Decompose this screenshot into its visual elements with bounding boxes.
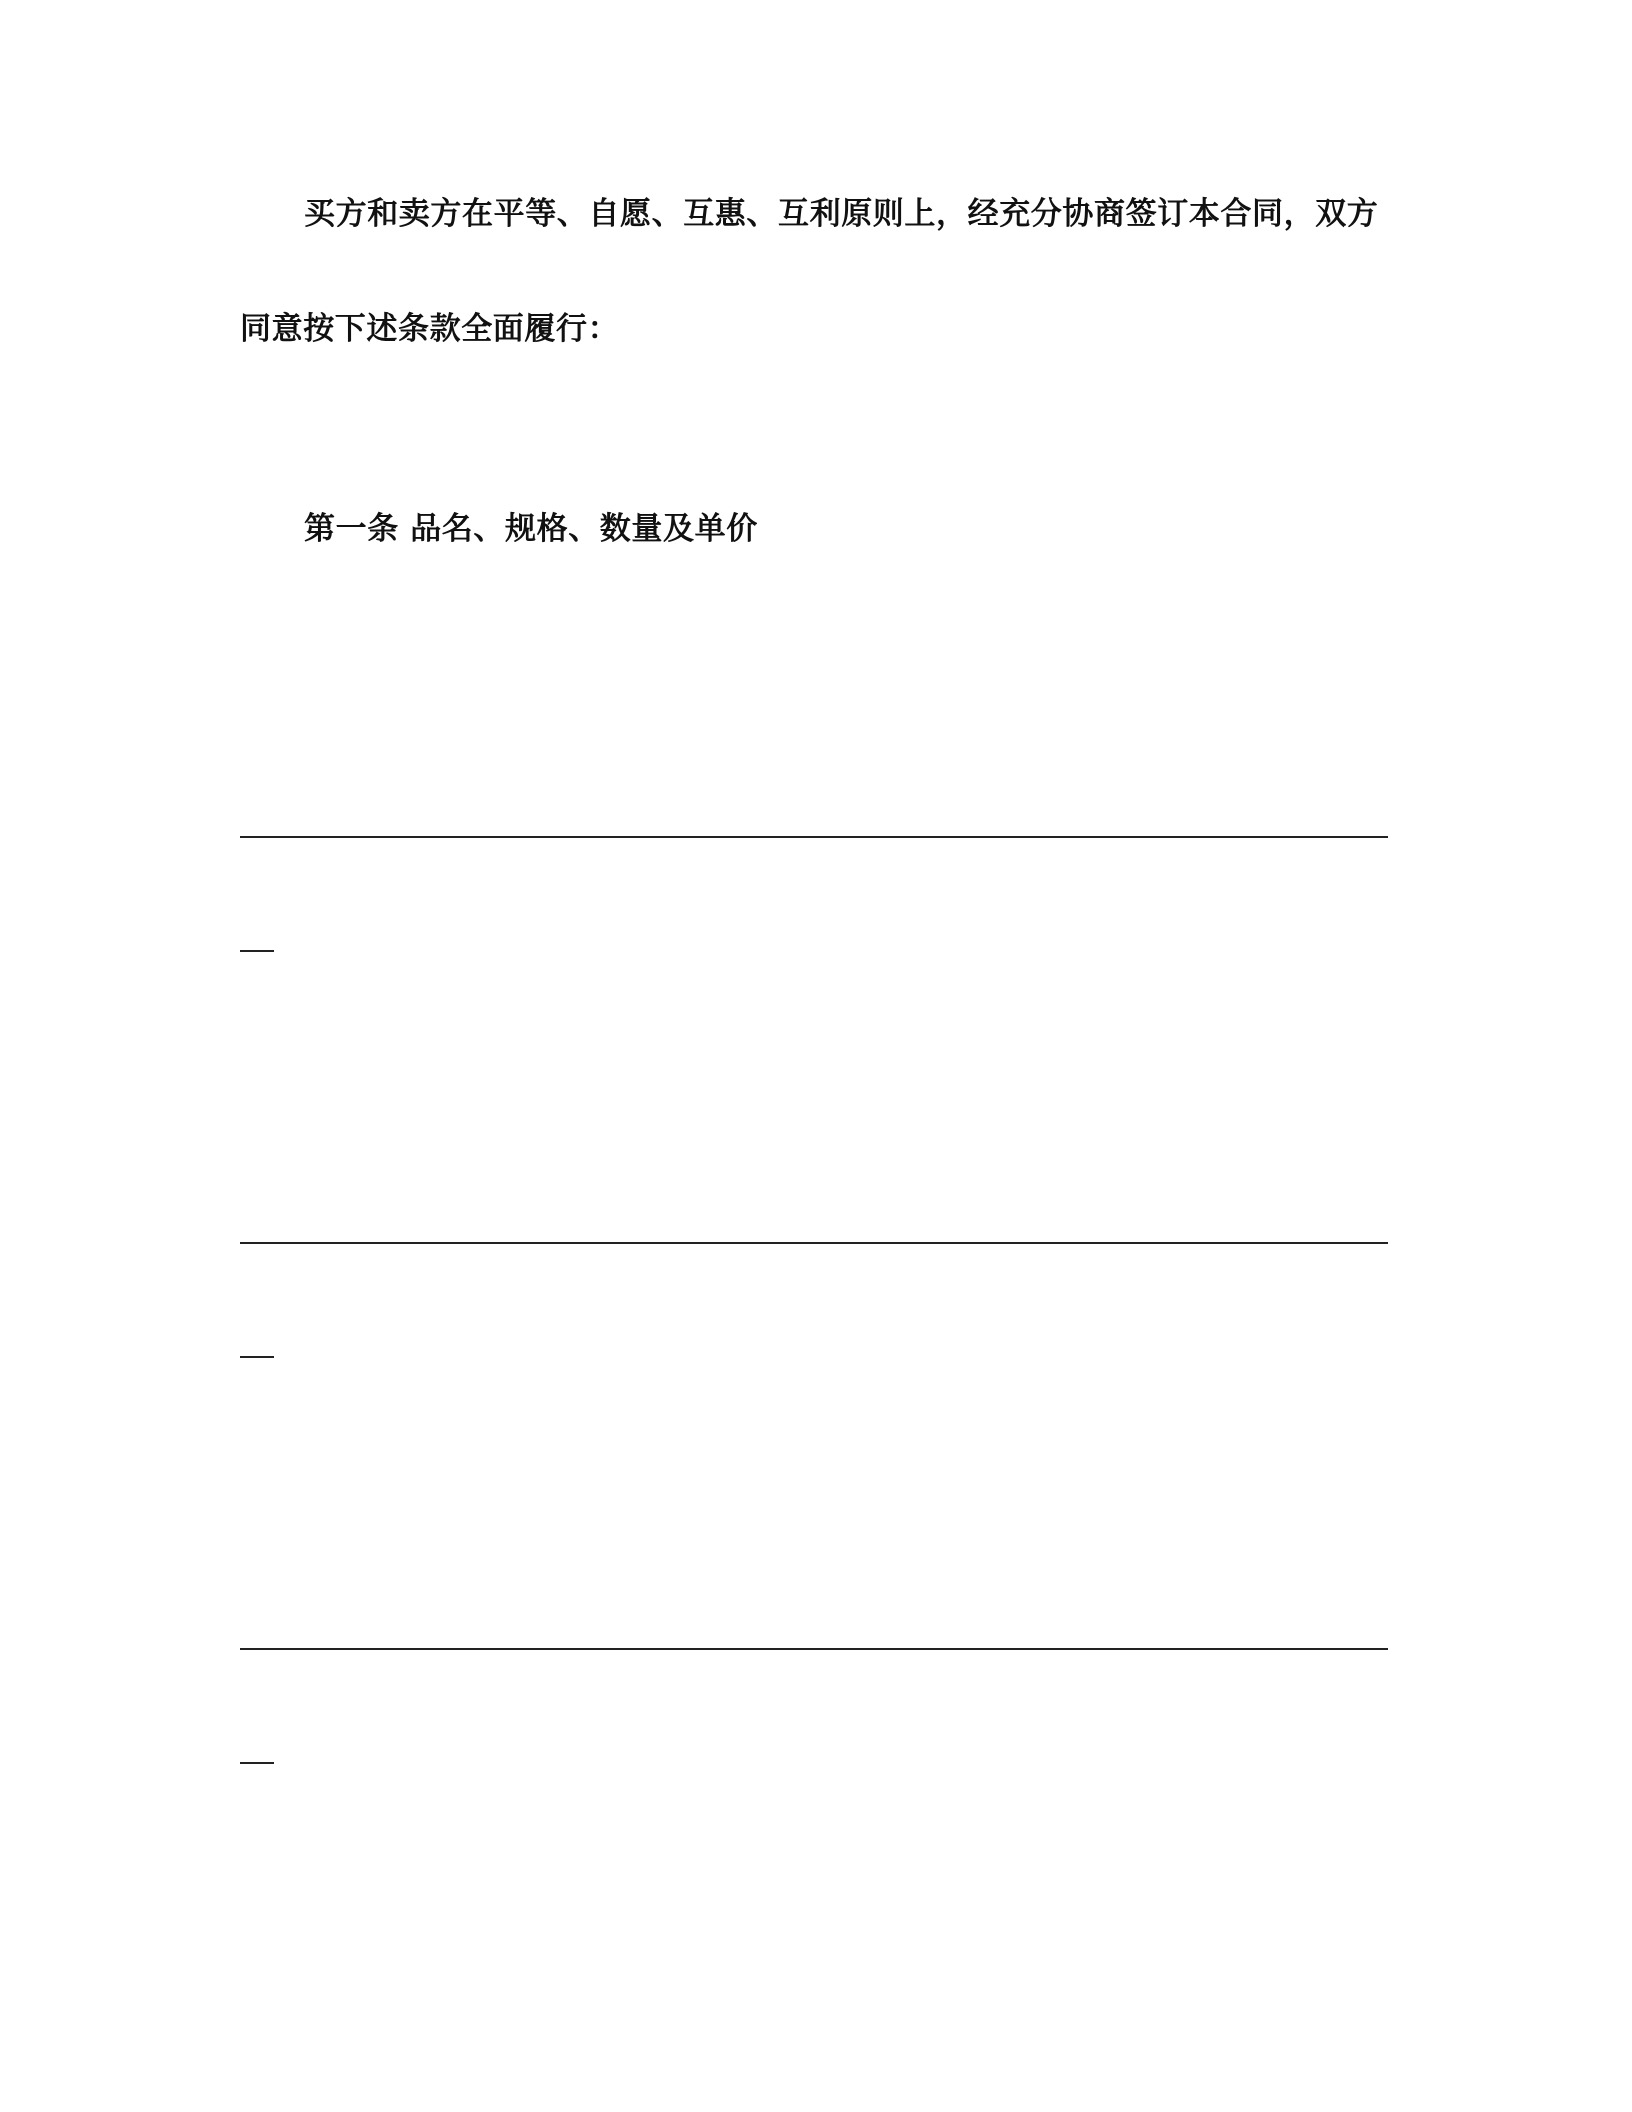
fill-in-blank-line-3-continuation [240,1762,274,1764]
intro-paragraph-line-1: 买方和卖方在平等、自愿、互惠、互利原则上，经充分协商签订本合同，双方 [304,196,1379,232]
fill-in-blank-line-1 [240,836,1388,838]
fill-in-blank-line-2 [240,1242,1388,1244]
intro-paragraph-line-2: 同意按下述条款全面履行： [240,311,620,347]
fill-in-blank-line-2-continuation [240,1356,274,1358]
article-1-heading: 第一条 品名、规格、数量及单价 [304,511,758,547]
fill-in-blank-line-3 [240,1648,1388,1650]
fill-in-blank-line-1-continuation [240,950,274,952]
